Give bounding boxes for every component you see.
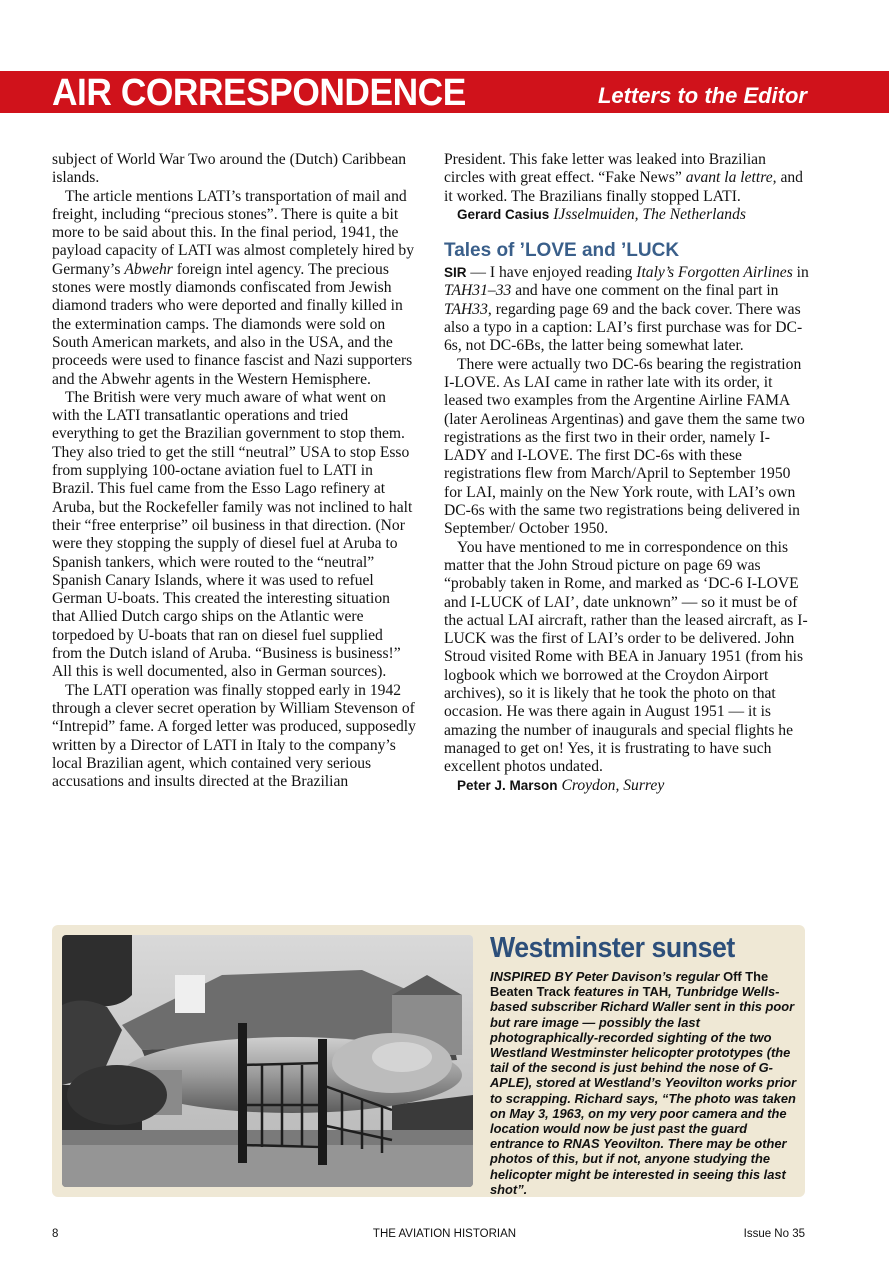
paragraph: The British were very much aware of what went on with the LATI transatlantic operations and tried everything to get the Brazilian government to stop them. They also tried to get the still “neutral” USA to stop Esso from supplying 100-octane aviation fuel to LATI in Brazil. This fuel came from the Esso Lago refinery at Aruba, but the Rockefeller family was not inclined to halt their “free enterprise” oil business in that direction. (Nor were they stopping the supply of diesel fuel at Aruba to Spanish tankers, which were routed to the “neutral” Spanish Canary Islands, where it was used to refuel German U-boats. This created the interesting situation that Allied Dutch cargo ships on the Atlantic were torpedoed by U-boats that ran on diesel fuel supplied from the Dutch island of Aruba. “Business is business!” All this is well documented, also in German sources). bbox=[52, 388, 413, 681]
section-subtitle: Letters to the Editor bbox=[597, 83, 807, 108]
paragraph: You have mentioned to me in correspondence on this matter that the John Stroud picture on page 69 was “probably taken in Rome, and marked as ‘DC-6 I-LOVE and I-LUCK of LAI’, date unknown” — so it must be of the actual LAI aircraft, rather than the leased aircraft, as I-LUCK was the first of LAI’s order to be delivered. John Stroud visited Rome with BEA in January 1951 (from his logbook which we borrowed at the Croydon Airport archives), so it is likely that he took the photo on that occasion. He was there again in August 1951 — it is amazing the number of inaugurals and special flights he managed to get on! Yes, it is frustrating to have such excellent photos undated. bbox=[444, 538, 808, 776]
helicopter-photo bbox=[62, 935, 473, 1187]
author-location: IJsselmuiden, The Netherlands bbox=[553, 205, 746, 223]
page-number: 8 bbox=[52, 1228, 59, 1240]
author-name: Peter J. Marson bbox=[457, 777, 558, 793]
letter-signature bbox=[444, 777, 809, 795]
paragraph: subject of World War Two around the (Dutch) Caribbean islands. bbox=[52, 151, 407, 187]
left-column bbox=[52, 151, 417, 791]
boxout-text bbox=[490, 931, 800, 1197]
section-title: AIR CORRESPONDENCE bbox=[52, 72, 466, 114]
paragraph: The LATI operation was finally stopped early in 1942 through a clever secret operation by William Stevenson of “Intrepid” fame. A forged letter was produced, supposedly written by a Director of LATI in Italy to the company’s local Brazilian agent, which contained very serious accusations and insults directed at the Brazilian bbox=[52, 681, 416, 791]
boxout-title: Westminster sunset bbox=[490, 932, 735, 964]
issue-number: Issue No 35 bbox=[743, 1228, 805, 1240]
photo-boxout bbox=[52, 925, 805, 1197]
paragraph: The article mentions LATI’s transportation of mail and freight, including “precious stones”. There is quite a bit more to be said about this. In the final period, 1941, the payload capacity of LATI was almost completely hired by Germany’s Abwehr foreign intel agency. The precious stones were mostly diamonds confiscated from Jewish diamond traders who were deported and finally killed in the extermination camps. The diamonds were sold on South American markets, and also in the USA, and the proceeds were used to finance fascist and Nazi supporters and the Abwehr agents in the Western Hemisphere. bbox=[52, 187, 415, 388]
author-location: Croydon, Surrey bbox=[561, 776, 665, 794]
right-column bbox=[444, 151, 809, 795]
paragraph: There were actually two DC-6s bearing the registration I-LOVE. As LAI came in rather late with its order, it leased two examples from the Argentine Airline FAMA (later Aerolineas Argentinas) and gave them the same two registrations as the first two in their order, namely I-LADY and I-LOVE. The first DC-6s with these registrations flew from March/April to September 1950 for LAI, mainly on the New York route, with LAI’s own DC-6s with the same two registrations being delivered in September/ October 1950. bbox=[444, 355, 805, 538]
paragraph: SIR — I have enjoyed reading Italy’s Forgotten Airlines in TAH31–33 and have one comment on the final part in TAH33, regarding page 69 and the back cover. There was also a typo in a caption: LAI’s first purchase was for DC-6s, not DC-6Bs, the latter being somewhat later. bbox=[444, 264, 809, 355]
paragraph: President. This fake letter was leaked into Brazilian circles with great effect. “Fake News” avant la lettre, and it worked. The Brazilians finally stopped LATI. bbox=[444, 151, 803, 205]
publication-name: THE AVIATION HISTORIAN bbox=[372, 1228, 517, 1240]
letter-signature bbox=[444, 206, 809, 224]
author-name: Gerard Casius bbox=[457, 206, 550, 222]
section-banner bbox=[0, 71, 889, 113]
letter-heading: Tales of ’LOVE and ’LUCK bbox=[444, 240, 680, 262]
boxout-caption: INSPIRED BY Peter Davison’s regular Off The Beaten Track features in TAH, Tunbridge Wells-based subscriber Richard Waller sent in this poor but rare image — possibly the last photographically-recorded sighting of the two Westland Westminster helicopter prototypes (the tail of the second is just behind the nose of G-APLE), stored at Westland’s Yeovilton works prior to scrapping. Richard says, “The photo was taken on May 3, 1963, on my very poor camera and the location would now be just past the guard entrance to RNAS Yeovilton. There may be other photos of this, but if not, anyone studying the helicopter might be interested in seeing this last shot”. bbox=[490, 969, 797, 1197]
